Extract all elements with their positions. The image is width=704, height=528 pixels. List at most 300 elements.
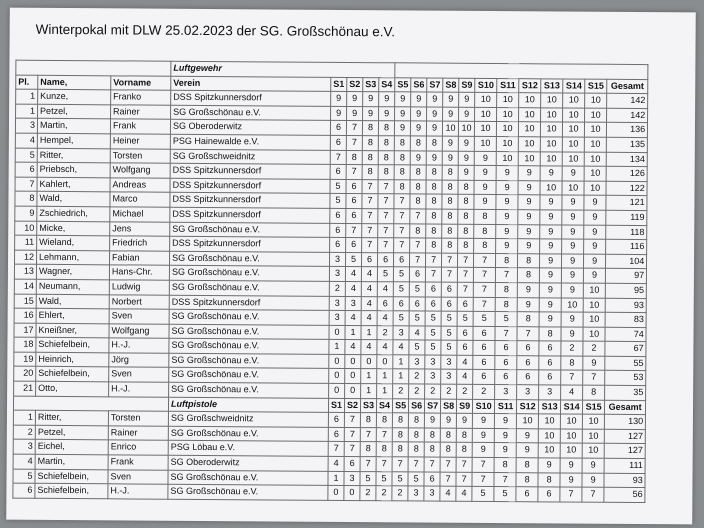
table-cell: 7 (472, 457, 494, 472)
table-cell: 0 (345, 354, 361, 369)
table-cell: 6 (473, 355, 495, 370)
column-header: S8 (441, 399, 457, 414)
table-cell: 7 (378, 209, 394, 224)
table-cell: 126 (606, 166, 647, 181)
table-cell: 9 (443, 107, 459, 122)
table-cell: 1 (16, 89, 38, 104)
table-cell: 5 (425, 340, 441, 355)
table-cell: 8 (426, 136, 442, 151)
table-cell: 4 (361, 311, 377, 326)
table-cell: 6 (346, 238, 362, 253)
table-cell: 10 (541, 122, 563, 137)
luftpistole-section (13, 396, 646, 503)
table-cell: 9 (540, 210, 562, 225)
table-cell: 5 (393, 311, 409, 326)
table-cell: 8 (474, 209, 496, 224)
table-cell: 8 (538, 472, 560, 487)
table-cell: 10 (584, 123, 606, 138)
table-cell: 6 (495, 370, 517, 385)
table-cell: 0 (329, 354, 345, 369)
table-cell: 7 (410, 238, 426, 253)
table-cell: 8 (442, 180, 458, 195)
table-cell: 3 (344, 471, 360, 486)
table-cell: 2 (473, 384, 495, 399)
table-cell: 1 (393, 369, 409, 384)
table-cell: Wald, (36, 294, 109, 309)
table-cell: 8 (494, 458, 516, 473)
column-header: S6 (411, 78, 427, 93)
table-cell: 4 (561, 385, 583, 400)
table-cell: 9 (426, 151, 442, 166)
column-header: Gesamt (607, 79, 648, 94)
table-cell: 6 (328, 427, 344, 442)
table-cell: 10 (583, 283, 605, 298)
table-cell: 4 (345, 340, 361, 355)
table-cell: 9 (458, 165, 474, 180)
table-cell: 7 (457, 268, 473, 283)
table-cell: Wald, (37, 192, 110, 207)
table-cell: 6 (330, 165, 346, 180)
table-cell: Kunze, (38, 89, 111, 104)
table-cell: 8 (442, 224, 458, 239)
table-cell: 111 (604, 458, 645, 473)
table-cell: SG Großschweidnitz (168, 411, 328, 427)
table-cell: DSS Spitzkunnersdorf (170, 207, 330, 223)
table-cell: 9 (411, 92, 427, 107)
table-cell: 119 (606, 210, 647, 225)
column-header: S4 (379, 77, 395, 92)
table-cell: 5 (425, 311, 441, 326)
table-cell: 8 (456, 443, 472, 458)
table-cell: 8 (440, 443, 456, 458)
table-cell: 6 (346, 208, 362, 223)
table-cell: 7 (376, 428, 392, 443)
table-cell: 5 (441, 340, 457, 355)
table-cell: 5 (346, 252, 362, 267)
table-cell: Heiner (110, 134, 170, 149)
table-cell: Marco (110, 192, 170, 207)
table-cell: 9 (347, 92, 363, 107)
table-cell: 10 (583, 327, 605, 342)
table-cell: Schiefelbein, (35, 469, 108, 484)
table-cell: 7 (560, 487, 582, 502)
table-cell: 8 (376, 442, 392, 457)
table-cell: 2 (409, 384, 425, 399)
column-header: Vorname (111, 75, 171, 90)
table-cell: 7 (362, 223, 378, 238)
table-cell: 8 (378, 150, 394, 165)
table-cell: 9 (395, 121, 411, 136)
table-cell: H.-J. (109, 382, 169, 397)
table-cell: 5 (472, 487, 494, 502)
table-cell: 10 (518, 151, 540, 166)
table-cell: 10 (540, 151, 562, 166)
table-cell: 2 (583, 341, 605, 356)
table-cell: 56 (604, 487, 645, 502)
table-cell: 5 (494, 487, 516, 502)
table-cell: 7 (494, 472, 516, 487)
table-cell: Sven (109, 367, 169, 382)
table-cell: 8 (442, 194, 458, 209)
table-cell: 10 (459, 122, 475, 137)
table-cell: 8 (426, 180, 442, 195)
table-cell: 9 (474, 151, 496, 166)
table-cell: 9 (562, 166, 584, 181)
table-cell: 6 (539, 370, 561, 385)
table-cell: 5 (393, 267, 409, 282)
table-cell: 8 (408, 442, 424, 457)
table-cell: 6 (517, 370, 539, 385)
table-cell: 10 (496, 136, 518, 151)
table-cell: 2 (377, 325, 393, 340)
table-cell: 6 (377, 296, 393, 311)
table-cell: 9 (518, 210, 540, 225)
column-header: S14 (561, 400, 583, 415)
table-cell: 9 (410, 150, 426, 165)
table-cell: 4 (361, 340, 377, 355)
table-cell: Wagner, (36, 265, 109, 280)
table-cell: 9 (440, 413, 456, 428)
table-cell: 4 (345, 267, 361, 282)
column-header: S3 (361, 398, 377, 413)
table-cell: 8 (410, 180, 426, 195)
table-cell: 9 (411, 121, 427, 136)
table-cell: 10 (541, 108, 563, 123)
column-header: S7 (425, 399, 441, 414)
table-cell: 9 (540, 239, 562, 254)
table-cell: 8 (408, 428, 424, 443)
table-cell: 4 (456, 486, 472, 501)
table-cell: 8 (394, 136, 410, 151)
table-cell: 67 (605, 342, 646, 357)
table-cell: 9 (427, 92, 443, 107)
table-cell: 5 (441, 326, 457, 341)
table-cell: 9 (496, 209, 518, 224)
table-cell: 4 (361, 267, 377, 282)
table-cell: Schiefelbein, (36, 367, 109, 382)
table-cell: 7 (410, 253, 426, 268)
table-cell: Lehmann, (37, 250, 110, 265)
table-cell: 7 (440, 457, 456, 472)
table-cell: 9 (518, 195, 540, 210)
page-title: Winterpokal mit DLW 25.02.2023 der SG. Großschönau e.V. (35, 21, 396, 40)
table-cell: 130 (604, 415, 645, 430)
table-cell: 10 (582, 444, 604, 459)
table-cell: 1 (361, 369, 377, 384)
table-cell: 8 (458, 195, 474, 210)
table-cell: 6 (13, 483, 35, 498)
table-cell: Neumann, (36, 279, 109, 294)
table-cell: 4 (361, 296, 377, 311)
table-cell: 10 (516, 414, 538, 429)
table-cell: 7 (424, 457, 440, 472)
table-cell: 10 (584, 152, 606, 167)
table-cell: DSS Spitzkunnersdorf (170, 236, 330, 252)
table-cell: 17 (14, 323, 36, 338)
table-cell: 9 (561, 327, 583, 342)
table-cell: 9 (442, 151, 458, 166)
table-cell: Norbert (109, 294, 169, 309)
table-cell: 7 (442, 253, 458, 268)
column-header: S10 (475, 78, 497, 93)
table-cell: SG Großschönau e.V. (169, 339, 329, 355)
table-cell: 10 (561, 297, 583, 312)
table-cell: 1 (393, 355, 409, 370)
table-cell: 10 (519, 93, 541, 108)
table-cell: 7 (346, 135, 362, 150)
table-cell: 8 (362, 136, 378, 151)
table-cell: 6 (441, 282, 457, 297)
table-cell: 9 (561, 268, 583, 283)
table-cell: 9 (561, 283, 583, 298)
table-cell: 3 (345, 296, 361, 311)
table-cell: 9 (379, 92, 395, 107)
column-header: Verein (171, 76, 331, 92)
table-cell: 6 (539, 356, 561, 371)
table-cell: 6 (473, 341, 495, 356)
table-cell: 2 (425, 384, 441, 399)
table-cell: Hempel, (37, 133, 110, 148)
table-cell: 7 (495, 268, 517, 283)
table-cell: 127 (604, 444, 645, 459)
table-cell: 9 (331, 92, 347, 107)
table-cell: Priebsch, (37, 162, 110, 177)
table-cell: 5 (393, 282, 409, 297)
table-cell: 9 (494, 443, 516, 458)
table-cell: 8 (539, 327, 561, 342)
table-cell: 7 (344, 427, 360, 442)
table-cell: 8 (458, 209, 474, 224)
table-cell: DSS Spitzkunnersdorf (170, 163, 330, 179)
table-cell: 5 (441, 311, 457, 326)
table-cell: 7 (394, 238, 410, 253)
table-cell: 8 (516, 472, 538, 487)
table-cell: 8 (517, 268, 539, 283)
table-cell: 1 (377, 369, 393, 384)
table-cell: 8 (442, 238, 458, 253)
table-cell: 9 (472, 443, 494, 458)
table-cell: 7 (441, 267, 457, 282)
table-cell: 1 (345, 325, 361, 340)
table-cell: 9 (562, 210, 584, 225)
table-cell: 7 (582, 487, 604, 502)
table-cell: 20 (14, 367, 36, 382)
table-cell: 10 (474, 136, 496, 151)
table-cell: 0 (345, 384, 361, 399)
table-cell: 8 (583, 385, 605, 400)
table-cell: 10 (540, 181, 562, 196)
section-title-luftgewehr: Luftgewehr (171, 61, 395, 77)
table-cell: PSG Hainewalde e.V. (170, 134, 330, 150)
table-cell: 8 (378, 165, 394, 180)
table-cell: 10 (563, 93, 585, 108)
table-cell: 10 (496, 151, 518, 166)
table-cell: 5 (409, 282, 425, 297)
table-cell: 9 (539, 312, 561, 327)
table-cell: 136 (606, 123, 647, 138)
table-cell: 8 (362, 150, 378, 165)
table-cell: 8 (410, 165, 426, 180)
table-cell: 142 (607, 93, 648, 108)
table-cell: 8 (346, 150, 362, 165)
table-cell: 8 (440, 428, 456, 443)
table-cell: 122 (606, 181, 647, 196)
table-cell: 3 (409, 355, 425, 370)
table-cell: 9 (584, 225, 606, 240)
table-cell: 9 (562, 239, 584, 254)
table-cell: 1 (329, 340, 345, 355)
table-cell: 8 (426, 224, 442, 239)
table-cell: 35 (605, 385, 646, 400)
table-cell: Ritter, (37, 148, 110, 163)
table-cell: Sven (109, 309, 169, 324)
table-cell: 9 (540, 224, 562, 239)
table-cell: 9 (472, 414, 494, 429)
table-cell: 4 (457, 355, 473, 370)
table-cell: 7 (362, 209, 378, 224)
table-cell: 7 (495, 326, 517, 341)
table-cell: 3 (424, 486, 440, 501)
table-cell: 6 (330, 135, 346, 150)
table-cell: 10 (518, 137, 540, 152)
table-cell: 6 (539, 341, 561, 356)
table-cell: 9 (560, 473, 582, 488)
table-cell: 116 (606, 239, 647, 254)
table-cell: 4 (377, 282, 393, 297)
table-cell: 10 (497, 93, 519, 108)
table-cell: 5 (330, 194, 346, 209)
table-cell: 6 (394, 253, 410, 268)
table-cell: 9 (494, 414, 516, 429)
column-header: S13 (541, 78, 563, 93)
table-cell: Martin, (37, 119, 110, 134)
column-header: S3 (363, 77, 379, 92)
table-cell: 2 (393, 384, 409, 399)
column-header: S12 (519, 78, 541, 93)
table-cell: 0 (329, 325, 345, 340)
table-cell: 7 (346, 165, 362, 180)
table-cell: 8 (394, 150, 410, 165)
table-cell: 8 (495, 297, 517, 312)
table-cell: 7 (472, 472, 494, 487)
table-cell: 9 (427, 107, 443, 122)
table-cell: 7 (346, 121, 362, 136)
table-cell: 53 (605, 371, 646, 386)
table-cell: 6 (538, 487, 560, 502)
table-cell: Ludwig (109, 280, 169, 295)
column-header: Name, (38, 75, 111, 90)
table-cell: Fabian (110, 251, 170, 266)
table-cell: 18 (14, 337, 36, 352)
table-cell: Heinrich, (36, 352, 109, 367)
table-cell: Kahlert, (37, 177, 110, 192)
table-cell: Otto, (36, 381, 109, 396)
table-cell: SG Großschönau e.V. (170, 251, 330, 267)
table-cell: 4 (440, 486, 456, 501)
table-cell: 10 (582, 429, 604, 444)
table-cell: 8 (362, 165, 378, 180)
table-cell: Schiefelbein, (36, 338, 109, 353)
table-cell: 4 (457, 370, 473, 385)
table-cell: 10 (560, 443, 582, 458)
table-cell: 2 (13, 425, 35, 440)
table-cell: 5 (473, 311, 495, 326)
table-cell: 8 (410, 223, 426, 238)
table-cell: 8 (392, 428, 408, 443)
table-cell: 8 (474, 238, 496, 253)
table-cell: 10 (519, 122, 541, 137)
table-cell: Petzel, (38, 104, 111, 119)
column-header: S6 (409, 399, 425, 414)
table-cell: 7 (360, 427, 376, 442)
table-cell: 6 (457, 297, 473, 312)
table-cell: 55 (605, 356, 646, 371)
table-cell: 95 (605, 283, 646, 298)
table-cell: 8 (458, 224, 474, 239)
table-cell: 9 (517, 297, 539, 312)
table-cell: 5 (409, 340, 425, 355)
table-cell: 5 (457, 311, 473, 326)
table-cell: 21 (14, 381, 36, 396)
table-cell: 13 (14, 264, 36, 279)
table-cell: SG Großschönau e.V. (168, 426, 328, 442)
table-cell: 16 (14, 308, 36, 323)
table-cell: 9 (516, 443, 538, 458)
table-cell: 9 (474, 195, 496, 210)
table-cell: 2 (392, 486, 408, 501)
table-cell: Schiefelbein, (35, 484, 108, 499)
table-cell: 2 (441, 384, 457, 399)
table-cell: 8 (378, 136, 394, 151)
table-cell: 9 (459, 92, 475, 107)
column-header: S14 (563, 79, 585, 94)
table-cell: 7 (376, 457, 392, 472)
table-cell: Eichel, (35, 440, 108, 455)
table-cell: SG Großschönau e.V. (171, 105, 331, 121)
column-header: S5 (393, 398, 409, 413)
table-cell: 9 (584, 195, 606, 210)
table-cell: 9 (443, 92, 459, 107)
table-cell: 8 (516, 458, 538, 473)
table-cell: 7 (473, 268, 495, 283)
table-cell: 8 (442, 209, 458, 224)
table-cell: 7 (458, 253, 474, 268)
table-cell: 7 (425, 267, 441, 282)
table-cell: 3 (425, 369, 441, 384)
table-cell: 8 (517, 312, 539, 327)
table-cell: 10 (475, 93, 497, 108)
table-cell: 6 (517, 341, 539, 356)
table-cell: 9 (363, 92, 379, 107)
table-cell: 127 (604, 429, 645, 444)
table-cell: 121 (606, 196, 647, 211)
table-cell: 6 (328, 413, 344, 428)
table-cell: 7 (517, 326, 539, 341)
table-cell: Micke, (37, 221, 110, 236)
table-cell: 6 (15, 162, 37, 177)
table-cell: Wieland, (37, 235, 110, 250)
table-cell: 10 (583, 312, 605, 327)
table-cell: 3 (425, 355, 441, 370)
table-cell: 10 (562, 181, 584, 196)
table-cell: 10 (560, 414, 582, 429)
column-header: S7 (427, 78, 443, 93)
table-cell: 9 (395, 92, 411, 107)
table-cell: 4 (15, 133, 37, 148)
table-cell: 8 (458, 238, 474, 253)
table-cell: H.-J. (109, 338, 169, 353)
table-cell: 5 (376, 471, 392, 486)
